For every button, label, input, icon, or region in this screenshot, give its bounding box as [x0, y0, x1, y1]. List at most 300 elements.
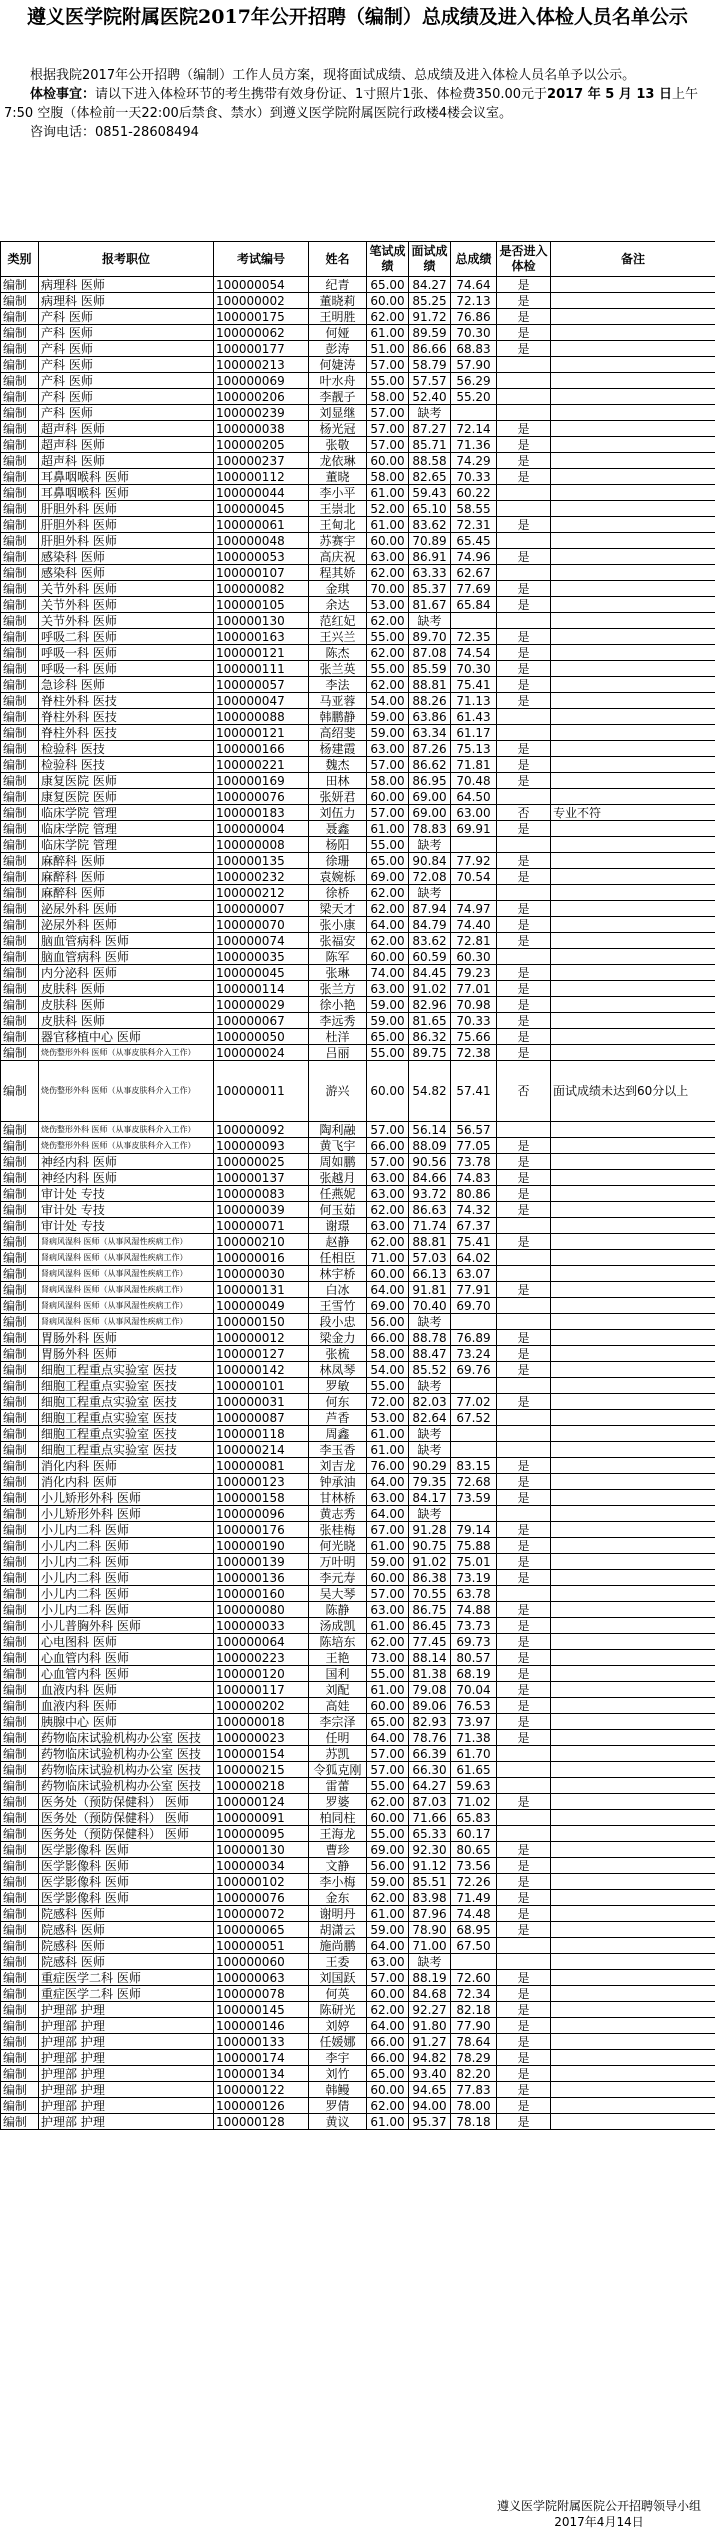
table-cell: 肾病风湿科 医师（从事风湿性疾病工作） — [39, 1250, 214, 1266]
table-cell: 烧伤整形外科 医师（从事皮肤科介入工作） — [39, 1138, 214, 1154]
table-row — [1, 1602, 715, 1618]
table-cell: 74.29 — [451, 453, 497, 469]
table-row — [1, 1666, 715, 1682]
table-cell — [551, 853, 715, 869]
table-cell: 55.00 — [367, 373, 409, 389]
table-cell — [551, 1730, 715, 1746]
table-cell: 编制 — [1, 885, 39, 901]
table-cell — [551, 1778, 715, 1794]
table-cell — [551, 1426, 715, 1442]
table-cell: 100000016 — [214, 1250, 309, 1266]
table-cell — [497, 1218, 551, 1234]
table-cell: 84.27 — [409, 277, 451, 293]
table-cell: 皮肤科 医师 — [39, 1013, 214, 1029]
table-cell — [551, 1922, 715, 1938]
table-cell: 是 — [497, 869, 551, 885]
table-cell: 100000117 — [214, 1682, 309, 1698]
table-cell: 是 — [497, 1794, 551, 1810]
table-cell: 谢明丹 — [309, 1906, 367, 1922]
table-cell: 62.00 — [367, 885, 409, 901]
table-cell — [551, 1442, 715, 1458]
table-cell: 91.02 — [409, 981, 451, 997]
table-cell: 68.83 — [451, 341, 497, 357]
table-cell: 89.70 — [409, 629, 451, 645]
table-row — [1, 549, 715, 565]
table-row — [1, 581, 715, 597]
table-cell: 赵静 — [309, 1234, 367, 1250]
table-cell: 编制 — [1, 1061, 39, 1122]
table-cell: 65.00 — [367, 277, 409, 293]
table-row — [1, 437, 715, 453]
table-cell: 董晓莉 — [309, 293, 367, 309]
table-cell: 是 — [497, 2018, 551, 2034]
table-cell: 72.60 — [451, 1970, 497, 1986]
table-cell: 是 — [497, 1618, 551, 1634]
table-cell: 100000175 — [214, 309, 309, 325]
table-cell: 护理部 护理 — [39, 2002, 214, 2018]
table-cell: 77.69 — [451, 581, 497, 597]
table-cell: 血液内科 医师 — [39, 1682, 214, 1698]
table-row — [1, 1874, 715, 1890]
table-cell: 100000070 — [214, 917, 309, 933]
table-cell: 编制 — [1, 1202, 39, 1218]
table-cell: 是 — [497, 1970, 551, 1986]
table-row — [1, 1570, 715, 1586]
table-cell — [497, 1298, 551, 1314]
table-cell: 缺考 — [409, 613, 451, 629]
table-cell: 100000076 — [214, 1890, 309, 1906]
table-row — [1, 869, 715, 885]
table-cell — [551, 501, 715, 517]
table-cell: 施尚鹏 — [309, 1938, 367, 1954]
table-cell: 60.00 — [367, 453, 409, 469]
table-row — [1, 293, 715, 309]
table-row — [1, 1954, 715, 1970]
table-cell: 编制 — [1, 1794, 39, 1810]
table-cell — [551, 549, 715, 565]
table-cell: 杨建霞 — [309, 741, 367, 757]
table-cell — [451, 885, 497, 901]
table-cell: 编制 — [1, 677, 39, 693]
table-cell: 66.00 — [367, 2050, 409, 2066]
table-cell — [497, 1266, 551, 1282]
table-cell: 89.75 — [409, 1045, 451, 1061]
table-cell — [451, 837, 497, 853]
table-cell: 编制 — [1, 581, 39, 597]
table-row — [1, 677, 715, 693]
table-cell — [497, 1954, 551, 1970]
table-cell: 73.73 — [451, 1618, 497, 1634]
table-cell — [551, 1362, 715, 1378]
table-cell: 杨阳 — [309, 837, 367, 853]
table-cell — [551, 1506, 715, 1522]
table-cell: 是 — [497, 629, 551, 645]
table-cell: 82.93 — [409, 1714, 451, 1730]
table-cell: 84.68 — [409, 1986, 451, 2002]
table-cell: 何英 — [309, 1986, 367, 2002]
table-cell: 59.00 — [367, 709, 409, 725]
table-cell: 是 — [497, 1730, 551, 1746]
table-cell: 100000215 — [214, 1762, 309, 1778]
table-cell: 是 — [497, 1554, 551, 1570]
table-cell: 77.02 — [451, 1394, 497, 1410]
table-cell: 69.70 — [451, 1298, 497, 1314]
table-cell: 是 — [497, 1906, 551, 1922]
table-cell: 编制 — [1, 853, 39, 869]
table-cell: 59.00 — [367, 1013, 409, 1029]
table-cell — [551, 533, 715, 549]
table-cell — [551, 1330, 715, 1346]
table-cell — [551, 1138, 715, 1154]
table-cell: 编制 — [1, 1458, 39, 1474]
table-cell: 编制 — [1, 757, 39, 773]
table-cell — [497, 1250, 551, 1266]
table-cell: 编制 — [1, 1954, 39, 1970]
table-cell: 89.06 — [409, 1698, 451, 1714]
table-row — [1, 1634, 715, 1650]
table-cell: 75.41 — [451, 1234, 497, 1250]
table-cell: 缺考 — [409, 1314, 451, 1330]
table-cell: 苏凯 — [309, 1746, 367, 1762]
table-cell: 检验科 医技 — [39, 757, 214, 773]
table-cell: 71.74 — [409, 1218, 451, 1234]
table-cell: 编制 — [1, 325, 39, 341]
table-cell: 100000133 — [214, 2034, 309, 2050]
table-cell: 100000218 — [214, 1778, 309, 1794]
table-row — [1, 661, 715, 677]
table-cell: 60.00 — [367, 1570, 409, 1586]
table-cell: 68.95 — [451, 1922, 497, 1938]
table-cell: 是 — [497, 1538, 551, 1554]
table-cell: 是 — [497, 1858, 551, 1874]
table-cell: 57.00 — [367, 437, 409, 453]
table-cell: 产科 医师 — [39, 357, 214, 373]
table-cell: 66.30 — [409, 1762, 451, 1778]
table-cell: 范红妃 — [309, 613, 367, 629]
table-cell: 70.04 — [451, 1682, 497, 1698]
table-cell — [551, 613, 715, 629]
table-cell: 编制 — [1, 1570, 39, 1586]
table-cell: 60.30 — [451, 949, 497, 965]
table-cell: 60.00 — [367, 1810, 409, 1826]
table-row — [1, 1794, 715, 1810]
table-row — [1, 485, 715, 501]
table-cell: 医务处（预防保健科） 医师 — [39, 1810, 214, 1826]
table-row — [1, 421, 715, 437]
table-cell: 是 — [497, 1346, 551, 1362]
table-cell: 罗婆 — [309, 1794, 367, 1810]
table-row — [1, 1906, 715, 1922]
table-row — [1, 1938, 715, 1954]
table-cell: 86.38 — [409, 1570, 451, 1586]
table-cell — [551, 1170, 715, 1186]
table-cell: 100000121 — [214, 725, 309, 741]
table-cell: 汤成凯 — [309, 1618, 367, 1634]
table-cell: 编制 — [1, 789, 39, 805]
table-cell: 66.39 — [409, 1746, 451, 1762]
table-row — [1, 2050, 715, 2066]
table-row — [1, 997, 715, 1013]
table-cell: 100000163 — [214, 629, 309, 645]
table-cell: 100000107 — [214, 565, 309, 581]
table-cell: 肝胆外科 医师 — [39, 533, 214, 549]
table-cell: 63.00 — [367, 1218, 409, 1234]
table-cell: 胃肠外科 医师 — [39, 1346, 214, 1362]
table-cell — [551, 277, 715, 293]
table-cell: 编制 — [1, 1698, 39, 1714]
table-cell — [497, 405, 551, 421]
table-cell: 任媛娜 — [309, 2034, 367, 2050]
table-cell: 100000081 — [214, 1458, 309, 1474]
table-row — [1, 277, 715, 293]
table-cell: 90.84 — [409, 853, 451, 869]
table-cell: 雷蕾 — [309, 1778, 367, 1794]
table-cell: 100000160 — [214, 1586, 309, 1602]
table-cell: 编制 — [1, 805, 39, 821]
table-cell: 56.57 — [451, 1122, 497, 1138]
table-cell: 63.00 — [367, 1602, 409, 1618]
table-cell: 56.29 — [451, 373, 497, 389]
table-cell — [551, 325, 715, 341]
table-cell: 74.40 — [451, 917, 497, 933]
table-cell: 100000045 — [214, 965, 309, 981]
table-cell: 编制 — [1, 357, 39, 373]
table-cell — [497, 501, 551, 517]
table-cell: 57.03 — [409, 1250, 451, 1266]
table-cell — [551, 1666, 715, 1682]
table-cell — [551, 373, 715, 389]
table-cell: 60.17 — [451, 1826, 497, 1842]
table-cell: 高绍斐 — [309, 725, 367, 741]
table-cell — [551, 1906, 715, 1922]
table-cell: 是 — [497, 1362, 551, 1378]
table-cell: 100000158 — [214, 1490, 309, 1506]
table-cell: 脊柱外科 医技 — [39, 725, 214, 741]
table-cell: 91.81 — [409, 1282, 451, 1298]
table-cell: 是 — [497, 1330, 551, 1346]
table-cell: 胰腺中心 医师 — [39, 1714, 214, 1730]
table-row — [1, 501, 715, 517]
table-cell — [551, 677, 715, 693]
table-cell — [551, 1970, 715, 1986]
table-cell: 100000053 — [214, 549, 309, 565]
table-cell: 编制 — [1, 1122, 39, 1138]
table-cell: 91.02 — [409, 1554, 451, 1570]
table-cell: 61.43 — [451, 709, 497, 725]
table-cell: 57.00 — [367, 805, 409, 821]
table-cell: 62.00 — [367, 645, 409, 661]
table-row — [1, 789, 715, 805]
table-cell — [551, 453, 715, 469]
table-cell: 消化内科 医师 — [39, 1474, 214, 1490]
table-cell: 59.63 — [451, 1778, 497, 1794]
table-cell — [551, 629, 715, 645]
table-cell: 编制 — [1, 1218, 39, 1234]
table-cell: 100000112 — [214, 469, 309, 485]
table-cell: 编制 — [1, 2066, 39, 2082]
table-cell: 何婕涛 — [309, 357, 367, 373]
table-cell: 肝胆外科 医师 — [39, 517, 214, 533]
table-cell — [551, 485, 715, 501]
table-cell: 63.00 — [367, 741, 409, 757]
table-cell — [497, 1506, 551, 1522]
table-cell: 小儿矫形外科 医师 — [39, 1490, 214, 1506]
table-row — [1, 1842, 715, 1858]
table-cell: 是 — [497, 661, 551, 677]
table-cell: 100000145 — [214, 2002, 309, 2018]
table-cell: 编制 — [1, 1154, 39, 1170]
table-row — [1, 885, 715, 901]
table-cell: 编制 — [1, 517, 39, 533]
table-cell: 83.98 — [409, 1890, 451, 1906]
table-cell: 编制 — [1, 1634, 39, 1650]
table-cell: 65.00 — [367, 2066, 409, 2082]
table-cell: 编制 — [1, 549, 39, 565]
table-row — [1, 1282, 715, 1298]
table-cell: 编制 — [1, 1490, 39, 1506]
table-cell: 是 — [497, 2066, 551, 2082]
table-cell: 护理部 护理 — [39, 2050, 214, 2066]
table-cell: 编制 — [1, 933, 39, 949]
table-cell: 编制 — [1, 1442, 39, 1458]
table-row — [1, 1762, 715, 1778]
table-cell — [451, 1442, 497, 1458]
table-cell: 谢璟 — [309, 1218, 367, 1234]
table-cell: 57.00 — [367, 1746, 409, 1762]
table-cell: 罗敏 — [309, 1378, 367, 1394]
table-header-row — [1, 242, 715, 277]
table-cell: 游兴 — [309, 1061, 367, 1122]
table-cell: 100000024 — [214, 1045, 309, 1061]
table-cell: 白冰 — [309, 1282, 367, 1298]
table-cell: 100000039 — [214, 1202, 309, 1218]
table-cell — [551, 1186, 715, 1202]
table-cell: 82.96 — [409, 997, 451, 1013]
table-cell: 马亚蓉 — [309, 693, 367, 709]
table-cell: 编制 — [1, 645, 39, 661]
table-cell: 100000065 — [214, 1922, 309, 1938]
table-cell: 60.00 — [367, 2082, 409, 2098]
table-cell: 林宇桥 — [309, 1266, 367, 1282]
table-cell: 是 — [497, 1986, 551, 2002]
table-cell — [551, 1122, 715, 1138]
table-cell: 编制 — [1, 485, 39, 501]
table-cell: 52.40 — [409, 389, 451, 405]
table-cell: 73.24 — [451, 1346, 497, 1362]
table-cell — [551, 1682, 715, 1698]
table-cell: 100000049 — [214, 1298, 309, 1314]
table-cell: 肾病风湿科 医师（从事风湿性疾病工作） — [39, 1298, 214, 1314]
table-cell: 100000121 — [214, 645, 309, 661]
table-cell: 77.90 — [451, 2018, 497, 2034]
table-cell: 63.00 — [367, 1490, 409, 1506]
table-cell: 钟承油 — [309, 1474, 367, 1490]
table-cell: 编制 — [1, 437, 39, 453]
table-row — [1, 1650, 715, 1666]
table-cell: 编制 — [1, 1666, 39, 1682]
table-cell: 梁金力 — [309, 1330, 367, 1346]
table-cell — [551, 1570, 715, 1586]
table-cell: 73.00 — [367, 1650, 409, 1666]
table-cell: 64.50 — [451, 789, 497, 805]
table-cell: 小儿内二科 医师 — [39, 1522, 214, 1538]
table-row — [1, 341, 715, 357]
table-row — [1, 1362, 715, 1378]
table-cell: 是 — [497, 2114, 551, 2130]
table-cell: 任明 — [309, 1730, 367, 1746]
table-cell: 100000092 — [214, 1122, 309, 1138]
table-cell: 88.19 — [409, 1970, 451, 1986]
table-cell: 周鑫 — [309, 1426, 367, 1442]
intro-paragraph: 根据我院2017年公开招聘（编制）工作人员方案，现将面试成绩、总成绩及进入体检人员名单予以公示。 — [30, 68, 636, 83]
table-row — [1, 1394, 715, 1410]
table-cell — [551, 2066, 715, 2082]
table-cell: 吴大琴 — [309, 1586, 367, 1602]
table-cell: 心血管内科 医师 — [39, 1666, 214, 1682]
table-cell: 呼吸二科 医师 — [39, 629, 214, 645]
table-cell: 100000048 — [214, 533, 309, 549]
table-cell: 刘伍力 — [309, 805, 367, 821]
table-cell: 59.00 — [367, 997, 409, 1013]
table-row — [1, 1045, 715, 1061]
table-cell: 关节外科 医师 — [39, 597, 214, 613]
table-cell: 77.01 — [451, 981, 497, 997]
table-cell: 审计处 专技 — [39, 1218, 214, 1234]
table-row — [1, 1618, 715, 1634]
table-cell: 84.45 — [409, 965, 451, 981]
table-cell: 71.02 — [451, 1794, 497, 1810]
table-cell: 75.41 — [451, 677, 497, 693]
table-cell — [551, 1954, 715, 1970]
table-cell: 63.00 — [367, 549, 409, 565]
table-cell: 康复医院 医师 — [39, 789, 214, 805]
table-cell: 79.35 — [409, 1474, 451, 1490]
table-cell: 医学影像科 医师 — [39, 1842, 214, 1858]
table-cell: 64.00 — [367, 1474, 409, 1490]
table-cell: 是 — [497, 853, 551, 869]
table-cell: 产科 医师 — [39, 325, 214, 341]
table-cell — [497, 1938, 551, 1954]
table-cell: 肝胆外科 医师 — [39, 501, 214, 517]
table-cell: 血液内科 医师 — [39, 1698, 214, 1714]
table-cell: 编制 — [1, 725, 39, 741]
table-cell: 64.27 — [409, 1778, 451, 1794]
table-cell: 编制 — [1, 1186, 39, 1202]
table-cell: 胃肠外科 医师 — [39, 1330, 214, 1346]
table-cell: 88.14 — [409, 1650, 451, 1666]
page-title: 遵义医学院附属医院2017年公开招聘（编制）总成绩及进入体检人员名单公示 — [27, 6, 688, 28]
table-cell: 是 — [497, 1458, 551, 1474]
table-cell: 心电图科 医师 — [39, 1634, 214, 1650]
table-cell: 呼吸一科 医师 — [39, 661, 214, 677]
table-cell: 细胞工程重点实验室 医技 — [39, 1426, 214, 1442]
table-cell — [551, 2114, 715, 2130]
table-cell: 编制 — [1, 1746, 39, 1762]
table-cell: 100000031 — [214, 1394, 309, 1410]
table-row — [1, 1061, 715, 1122]
table-cell — [551, 1714, 715, 1730]
table-cell: 田林 — [309, 773, 367, 789]
table-cell: 编制 — [1, 1234, 39, 1250]
table-row — [1, 853, 715, 869]
table-cell: 60.00 — [367, 533, 409, 549]
table-cell: 缺考 — [409, 1954, 451, 1970]
table-cell: 100000169 — [214, 773, 309, 789]
table-row — [1, 1826, 715, 1842]
table-cell: 71.81 — [451, 757, 497, 773]
table-cell: 检验科 医技 — [39, 741, 214, 757]
table-cell: 100000212 — [214, 885, 309, 901]
